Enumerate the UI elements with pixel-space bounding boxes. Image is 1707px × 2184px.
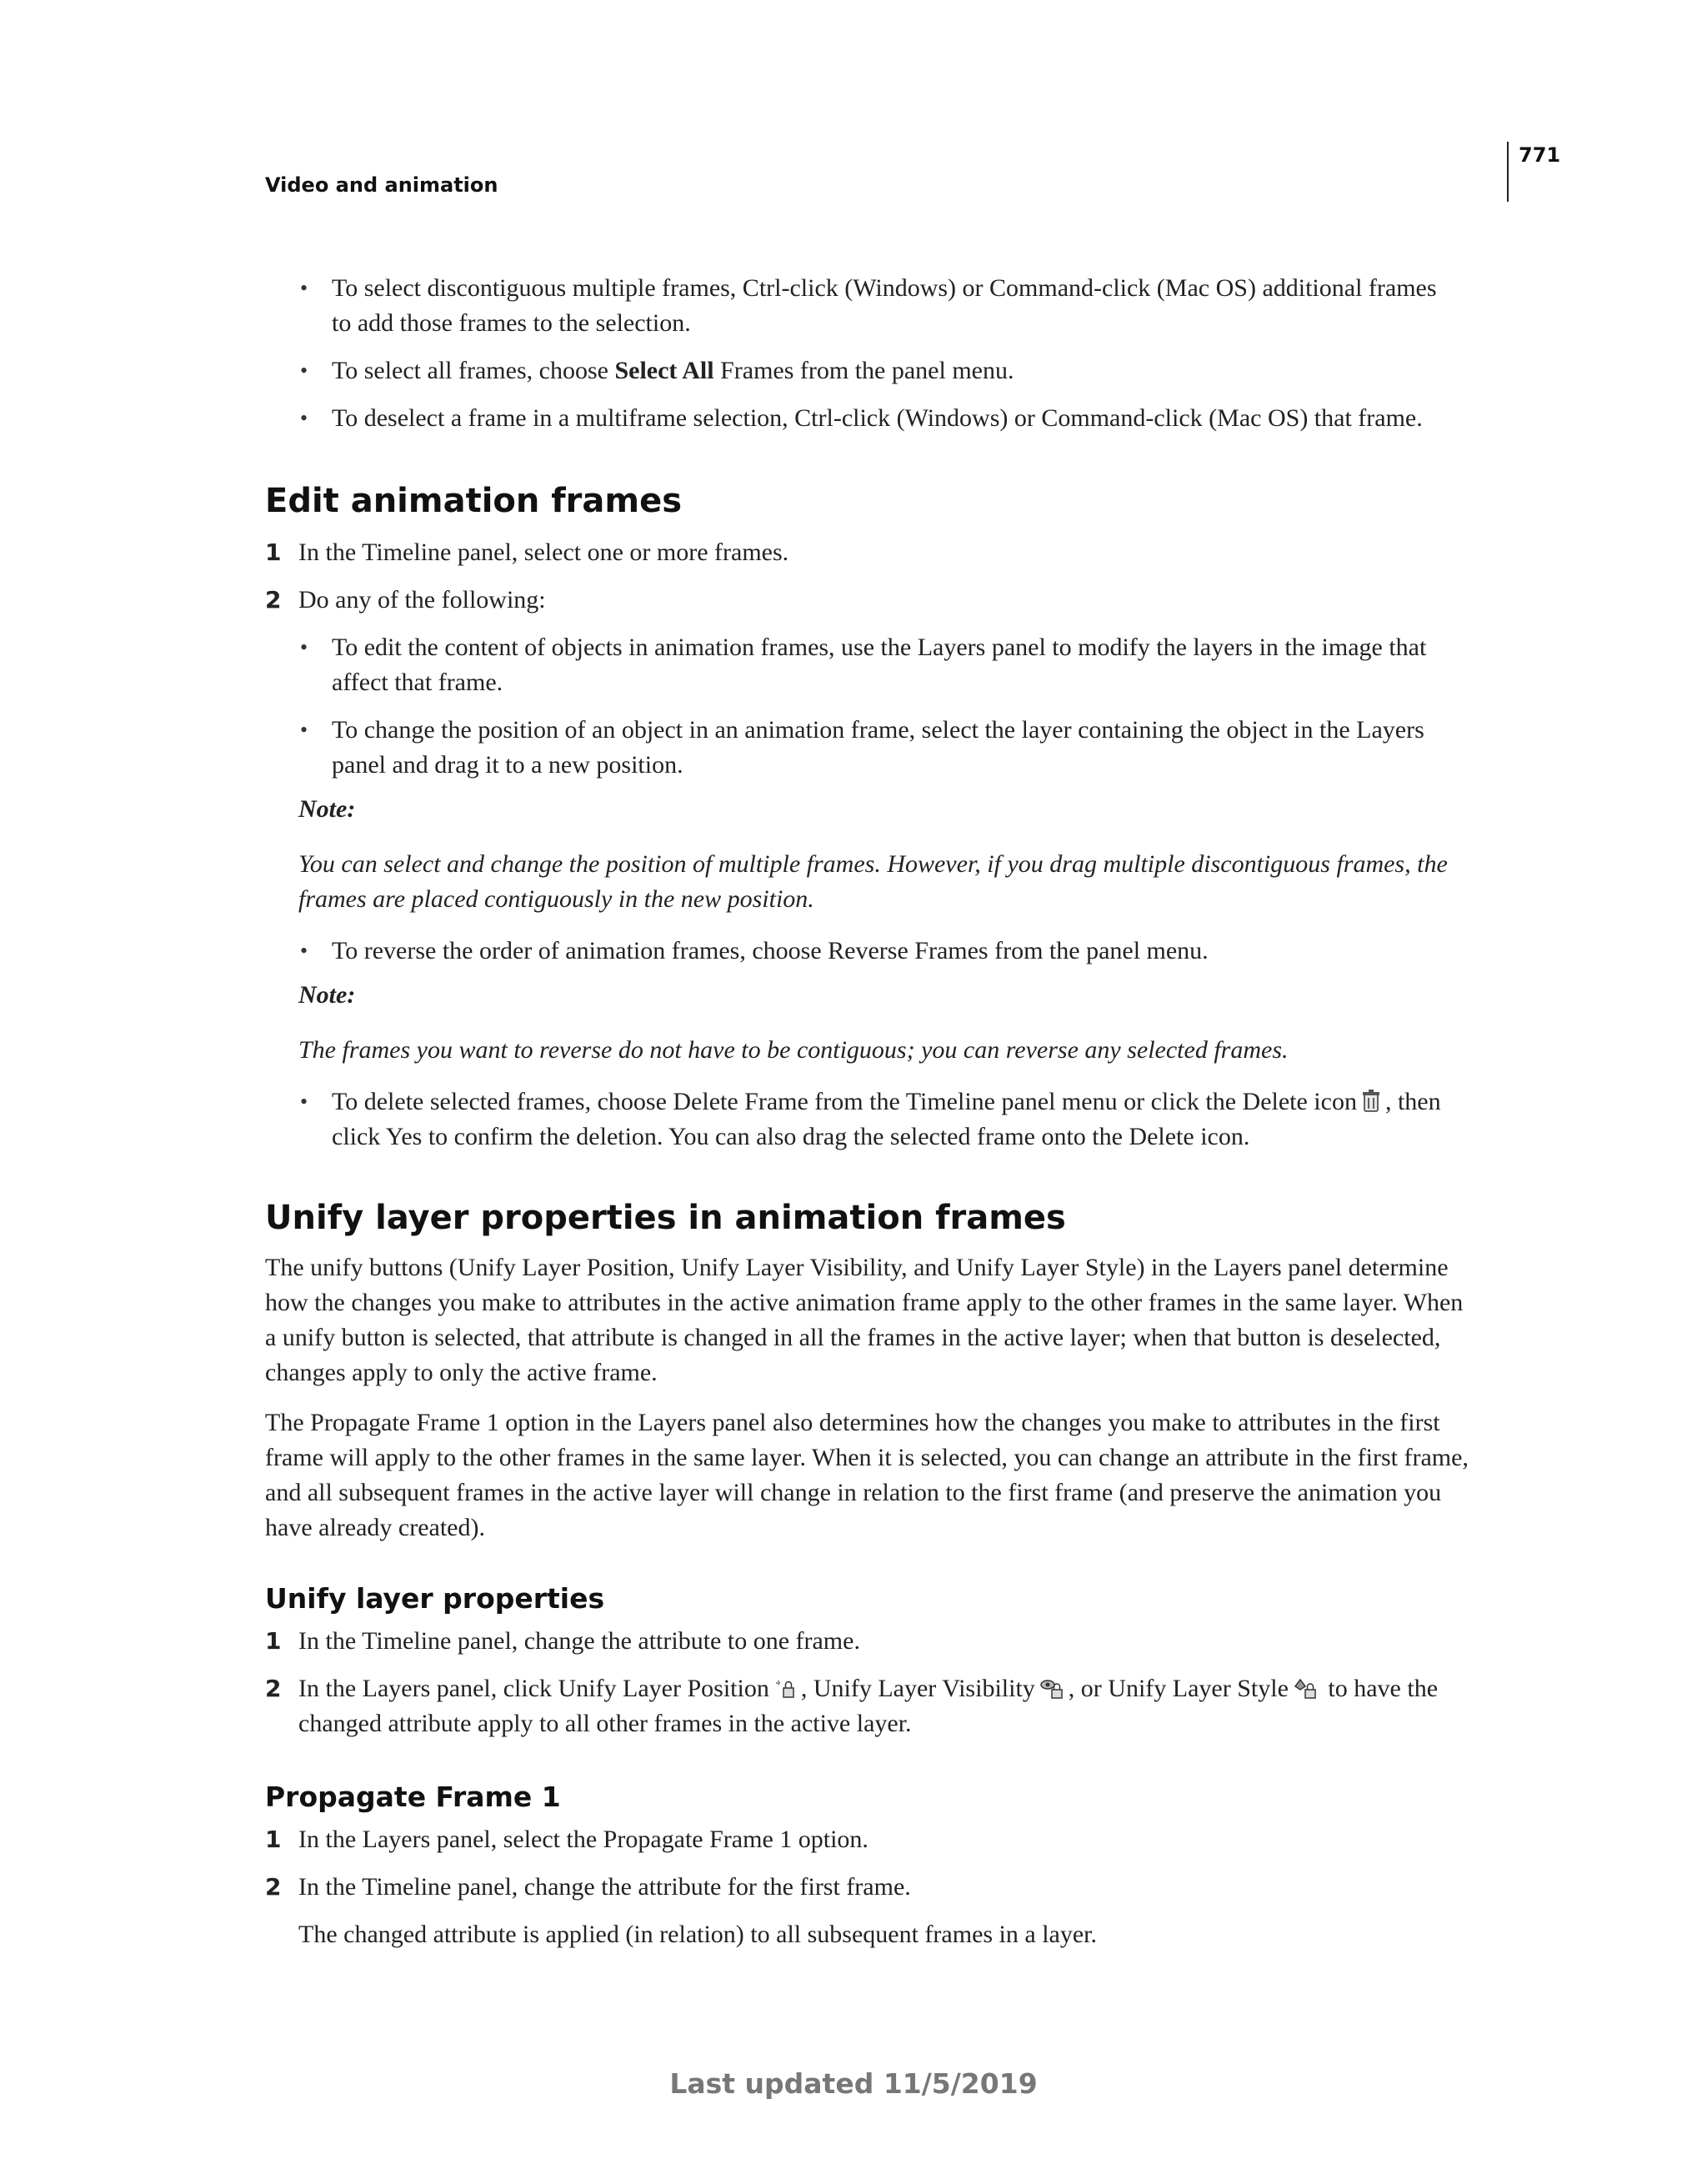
bullet-text: to add those frames to the selection. <box>332 309 691 337</box>
note-label: Note: <box>298 981 356 1009</box>
step-text: In the Timeline panel, change the attribute to one frame. <box>298 1627 860 1655</box>
paragraph-line: how the changes you make to attributes in the active animation frame apply to the other frames in the same layer. When <box>265 1289 1464 1316</box>
bullet-dot: • <box>300 1089 308 1114</box>
bullet-text: To edit the content of objects in animation frames, use the Layers panel to modify the layers in the image that <box>332 634 1427 661</box>
step-number: 1 <box>265 1826 282 1853</box>
step-result-text: The changed attribute is applied (in relation) to all subsequent frames in a layer. <box>298 1921 1098 1948</box>
unify-layer-position-icon <box>774 1675 796 1710</box>
paragraph-line: a unify button is selected, that attribute is changed in all the frames in the active layer; when that button is deselected, <box>265 1324 1441 1351</box>
note-text: The frames you want to reverse do not have to be contiguous; you can reverse any selected frames. <box>298 1036 1289 1064</box>
step-text: In the Timeline panel, select one or more frames. <box>298 538 789 566</box>
paragraph-line: frame will apply to the other frames in the same layer. When it is selected, you can change an attribute in the first frame, <box>265 1444 1469 1471</box>
heading-propagate-frame-1: Propagate Frame 1 <box>265 1781 561 1813</box>
bullet-text: panel and drag it to a new position. <box>332 751 683 779</box>
select-all-label: Select All <box>614 357 714 384</box>
paragraph-line: The unify buttons (Unify Layer Position, Unify Layer Visibility, and Unify Layer Style) in the Layers panel determine <box>265 1254 1449 1281</box>
running-head: Video and animation <box>265 173 498 197</box>
paragraph-line: have already created). <box>265 1514 485 1541</box>
footer-last-updated: Last updated 11/5/2019 <box>669 2067 1038 2100</box>
bullet-text: To delete selected frames, choose Delete Frame from the Timeline panel menu or click the Delete icon , then <box>332 1084 1441 1123</box>
bullet-text: To select all frames, choose Select All Frames from the panel menu. <box>332 357 1014 384</box>
bullet-dot: • <box>300 406 308 430</box>
bullet-dot: • <box>300 718 308 742</box>
note-text: You can select and change the position of multiple frames. However, if you drag multiple discontiguous frames, the <box>298 850 1448 878</box>
note-text: frames are placed contiguously in the new position. <box>298 885 814 913</box>
paragraph-line: and all subsequent frames in the active layer will change in relation to the first frame (and preserve the animation you <box>265 1479 1442 1506</box>
unify-layer-visibility-icon <box>1040 1675 1064 1710</box>
step-number: 2 <box>265 1675 282 1702</box>
step-text: In the Layers panel, select the Propagate Frame 1 option. <box>298 1826 869 1853</box>
unify-layer-style-icon <box>1294 1675 1317 1710</box>
header-rule <box>1507 142 1509 202</box>
step-text: In the Layers panel, click Unify Layer Position , Unify Layer Visibility , or Unify Layer Style to have the <box>298 1671 1438 1710</box>
bullet-text: click Yes to confirm the deletion. You can also drag the selected frame onto the Delete icon. <box>332 1123 1250 1150</box>
bullet-text: To deselect a frame in a multiframe selection, Ctrl-click (Windows) or Command-click (Mac OS) that frame. <box>332 404 1423 432</box>
bullet-dot: • <box>300 635 308 659</box>
trash-icon <box>1362 1088 1380 1123</box>
paragraph-line: changes apply to only the active frame. <box>265 1359 658 1386</box>
note-label: Note: <box>298 795 356 823</box>
bullet-text: affect that frame. <box>332 669 503 696</box>
heading-unify-layer-properties: Unify layer properties <box>265 1582 605 1615</box>
bullet-dot: • <box>300 358 308 383</box>
paragraph-line: The Propagate Frame 1 option in the Layers panel also determines how the changes you make to attributes in the first <box>265 1409 1440 1436</box>
step-number: 2 <box>265 1873 282 1901</box>
bullet-dot: • <box>300 276 308 300</box>
bullet-dot: • <box>300 939 308 963</box>
step-text: In the Timeline panel, change the attribute for the first frame. <box>298 1873 911 1901</box>
step-text: changed attribute apply to all other frames in the active layer. <box>298 1710 912 1737</box>
heading-edit-animation-frames: Edit animation frames <box>265 482 683 520</box>
step-text: Do any of the following: <box>298 586 546 614</box>
step-number: 2 <box>265 586 282 614</box>
bullet-text: To change the position of an object in an animation frame, select the layer containing the object in the Layers <box>332 716 1424 744</box>
bullet-text: To reverse the order of animation frames, choose Reverse Frames from the panel menu. <box>332 937 1209 964</box>
heading-unify-layer-properties-in-animation-frames: Unify layer properties in animation frames <box>265 1199 1066 1237</box>
bullet-text: To select discontiguous multiple frames, Ctrl-click (Windows) or Command-click (Mac OS) additional frames <box>332 274 1437 302</box>
step-number: 1 <box>265 1627 282 1655</box>
page-number: 771 <box>1519 143 1561 167</box>
step-number: 1 <box>265 538 282 566</box>
